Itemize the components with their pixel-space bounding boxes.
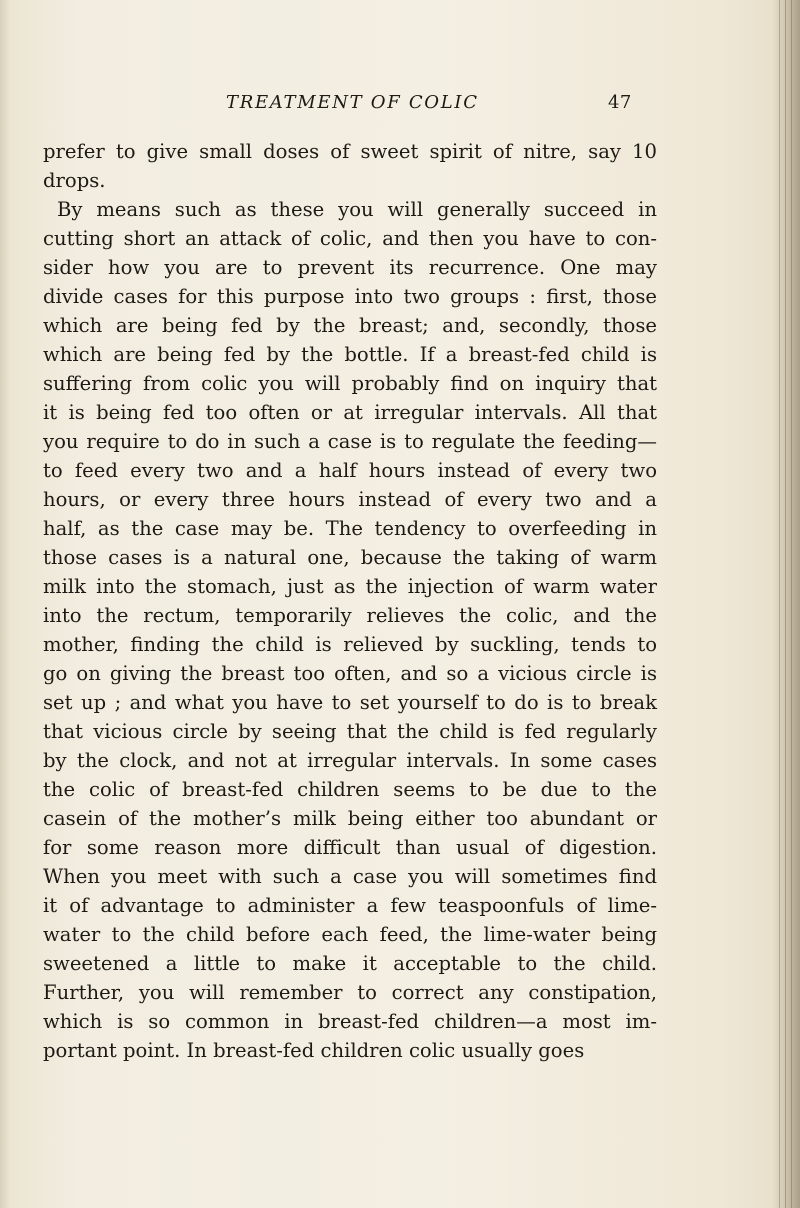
text-line: it is being fed too often or at irregular intervals. All that <box>43 401 657 424</box>
text-line: to feed every two and a half hours instead of every two <box>43 459 657 482</box>
left-page-edge <box>0 0 10 1208</box>
text-line: go on giving the breast too often, and so a vicious circle is <box>43 662 657 685</box>
text-line: which is so common in breast-fed children—a most im- <box>43 1010 657 1033</box>
text-line: those cases is a natural one, because the taking of warm <box>43 546 657 569</box>
text-line: milk into the stomach, just as the injection of warm water <box>43 575 657 598</box>
page-edge-line <box>785 0 786 1208</box>
text-line: drops. <box>43 169 106 192</box>
text-line: divide cases for this purpose into two groups : first, those <box>43 285 657 308</box>
text-line: which are being fed by the breast; and, secondly, those <box>43 314 657 337</box>
text-line: cutting short an attack of colic, and then you have to con- <box>43 227 657 250</box>
text-line: set up ; and what you have to set yourself to do is to break <box>43 691 657 714</box>
page-number: 47 <box>608 92 632 113</box>
text-line: half, as the case may be. The tendency to overfeeding in <box>43 517 657 540</box>
text-line: by the clock, and not at irregular intervals. In some cases <box>43 749 657 772</box>
page-edge-line <box>791 0 792 1208</box>
text-line: for some reason more difficult than usual of digestion. <box>43 836 657 859</box>
running-title: TREATMENT OF COLIC <box>226 92 479 113</box>
body-text <box>43 137 657 1065</box>
text-line: prefer to give small doses of sweet spirit of nitre, say 10 <box>43 140 657 163</box>
text-line: you require to do in such a case is to regulate the feeding— <box>43 430 657 453</box>
running-header <box>0 92 800 122</box>
text-line: into the rectum, temporarily relieves the colic, and the <box>43 604 657 627</box>
text-line: which are being fed by the bottle. If a breast-fed child is <box>43 343 657 366</box>
text-line: When you meet with such a case you will sometimes find <box>43 865 657 888</box>
text-line: hours, or every three hours instead of every two and a <box>43 488 657 511</box>
text-line: suffering from colic you will probably find on inquiry that <box>43 372 657 395</box>
text-line: it of advantage to administer a few teaspoonfuls of lime- <box>43 894 657 917</box>
text-line: Further, you will remember to correct any constipation, <box>43 981 657 1004</box>
text-line: portant point. In breast-fed children colic usually goes <box>43 1039 585 1062</box>
text-line: sweetened a little to make it acceptable to the child. <box>43 952 657 975</box>
text-line: that vicious circle by seeing that the child is fed regularly <box>43 720 657 743</box>
page-edge-line <box>779 0 780 1208</box>
text-line: the colic of breast-fed children seems to be due to the <box>43 778 657 801</box>
text-line: casein of the mother’s milk being either too abundant or <box>43 807 657 830</box>
text-line: By means such as these you will generally succeed in <box>57 198 657 221</box>
book-spine-shadow <box>772 0 800 1208</box>
text-line: water to the child before each feed, the lime-water being <box>43 923 657 946</box>
text-line: sider how you are to prevent its recurrence. One may <box>43 256 657 279</box>
text-line: mother, finding the child is relieved by suckling, tends to <box>43 633 657 656</box>
